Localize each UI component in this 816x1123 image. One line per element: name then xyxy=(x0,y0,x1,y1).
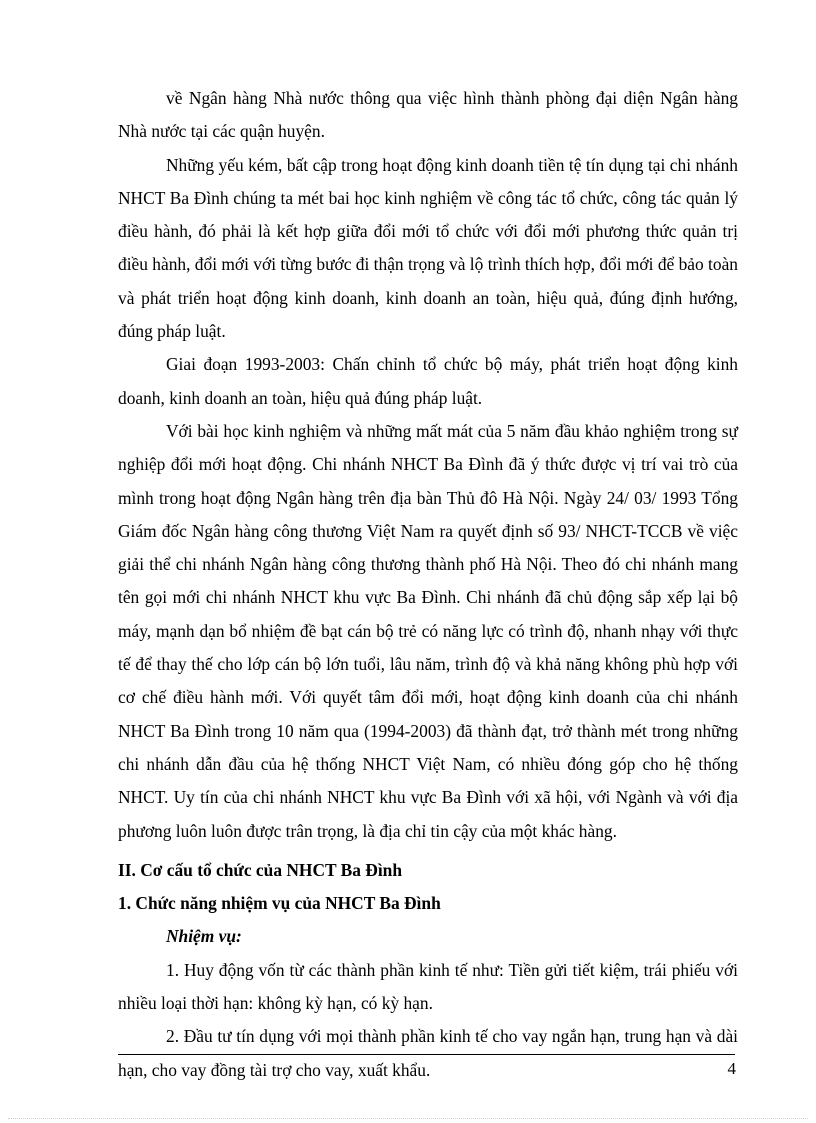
footer-rule xyxy=(118,1054,735,1055)
paragraph-2: Những yếu kém, bất cập trong hoạt động kinh doanh tiền tệ tín dụng tại chi nhánh NHCT Ba Đình chúng ta mét bai học kinh nghiệm về công tác tổ chức, công tác quản lý điều hành, đó phải là kết hợp giữa đổi mới tổ chức với đổi mới phương thức quản trị điều hành, đổi mới với từng bước đi thận trọng và lộ trình thích hợp, đổi mới để bảo toàn và phát triển hoạt động kinh doanh, kinh doanh an toàn, hiệu quả, đúng định hướng, đúng pháp luật. xyxy=(118,154,738,342)
paragraph-1: về Ngân hàng Nhà nước thông qua việc hình thành phòng đại diện Ngân hàng Nhà nước tại các quận huyện. xyxy=(118,88,738,142)
page-edge-divider xyxy=(8,1118,808,1119)
paragraph-4: Với bài học kinh nghiệm và những mất mát của 5 năm đầu khảo nghiệm trong sự nghiệp đổi mới hoạt động. Chi nhánh NHCT Ba Đình đã ý thức được vị trí vai trò của mình trong hoạt động Ngân hàng trên địa bàn Thủ đô Hà Nội. Ngày 24/ 03/ 1993 Tổng Giám đốc Ngân hàng công thương Việt Nam ra quyết định số 93/ NHCT-TCCB về việc giải thể chi nhánh Ngân hàng công thương thành phố Hà Nội. Theo đó chi nhánh mang tên gọi mới chi nhánh NHCT khu vực Ba Đình. Chi nhánh đã chủ động sắp xếp lại bộ máy, mạnh dạn bổ nhiệm đề bạt cán bộ trẻ có năng lực có trình độ, nhanh nhạy với thực tế để thay thế cho lớp cán bộ lớn tuổi, lâu năm, trình độ và khả năng không phù hợp với cơ chế điều hành mới. Với quyết tâm đổi mới, hoạt động kinh doanh của chi nhánh NHCT Ba Đình trong 10 năm qua (1994-2003) đã thành đạt, trở thành mét trong những chi nhánh dẫn đầu của hệ thống NHCT Việt Nam, có nhiều đóng góp cho hệ thống NHCT. Uy tín của chi nhánh NHCT khu vực Ba Đình với xã hội, với Ngành và với địa phương luôn luôn được trân trọng, là địa chỉ tin cậy của một khác hàng. xyxy=(118,420,738,841)
duties-label: Nhiệm vụ: xyxy=(166,926,242,947)
duty-item-1: 1. Huy động vốn từ các thành phần kinh tế như: Tiền gửi tiết kiệm, trái phiếu với nhiều loại thời hạn: không kỳ hạn, có kỳ hạn. xyxy=(118,959,738,1014)
duty-item-2: 2. Đầu tư tín dụng với mọi thành phần kinh tế cho vay ngắn hạn, trung hạn và dài hạn, cho vay đồng tài trợ cho vay, xuất khẩu. xyxy=(118,1026,738,1080)
section-heading: II. Cơ cấu tổ chức của NHCT Ba Đình xyxy=(118,859,403,880)
page-number: 4 xyxy=(727,1059,736,1078)
paragraph-3: Giai đoạn 1993-2003: Chấn chỉnh tổ chức bộ máy, phát triển hoạt động kinh doanh, kinh doanh an toàn, hiệu quả đúng pháp luật. xyxy=(118,354,738,408)
page-content xyxy=(118,82,738,1087)
subsection-heading: 1. Chức năng nhiệm vụ của NHCT Ba Đình xyxy=(118,893,441,914)
